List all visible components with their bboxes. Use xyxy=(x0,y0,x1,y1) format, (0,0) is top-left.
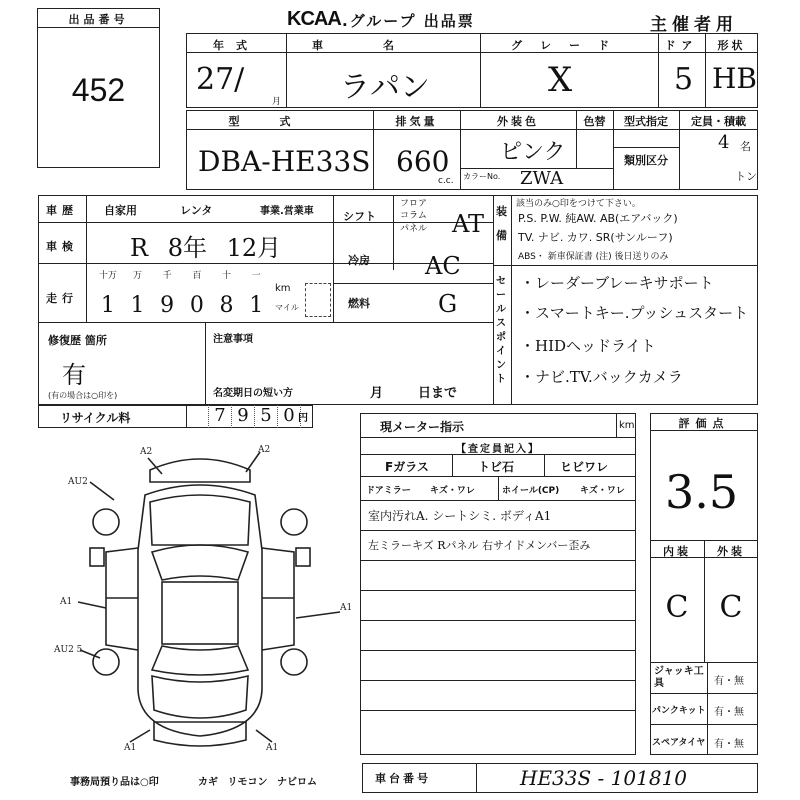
damage-mark: A1 xyxy=(124,743,137,753)
mileage-digit: 1 xyxy=(249,293,264,318)
door-value: 5 xyxy=(674,62,694,97)
equipment-instruction: 該当のみ○印をつけて下さい。 xyxy=(516,199,641,209)
spare-yes-no: 有・無 xyxy=(714,739,744,750)
displacement-value: 660 xyxy=(396,145,450,178)
mile-label: マイル xyxy=(275,303,299,312)
digit-header: 一 xyxy=(251,271,261,281)
puncture-yes-no: 有・無 xyxy=(714,707,744,718)
lot-number: 452 xyxy=(71,72,126,108)
spare-tire-label: スペアタイヤ xyxy=(652,738,706,748)
shift-panel: パネル xyxy=(400,224,428,234)
chassis-number-value: HE33S - 101810 xyxy=(520,766,688,790)
capacity-label: 定員・積載 xyxy=(691,115,746,128)
exterior-label: 外装 xyxy=(717,545,745,558)
door-mirror-kizu: キズ・ワレ xyxy=(430,486,475,496)
inspection-note-2: 左ミラーキズ Rパネル 右サイドメンバー歪み xyxy=(368,539,591,552)
ac-label: 冷房 xyxy=(348,254,370,267)
chassis-number-label: 車台番号 xyxy=(375,772,431,785)
shift-floor: フロア xyxy=(400,199,428,209)
org-brand: KCAA xyxy=(287,8,341,30)
recycle-digit xyxy=(186,405,209,428)
lot-number-label: 出品番号 xyxy=(68,13,129,26)
hibi-ware-label: ヒビワレ xyxy=(560,460,609,474)
color-no-label: カラーNo. xyxy=(463,172,501,181)
score-label: 評価点 xyxy=(678,417,730,430)
history-private: 自家用 xyxy=(104,204,137,217)
sales-point-label: セールスポイント xyxy=(496,276,506,385)
repair-value: 有 xyxy=(62,361,86,389)
car-name-value: ラパン xyxy=(340,70,430,105)
fuel-value: G xyxy=(438,290,458,318)
puncture-kit-label: パンクキット xyxy=(652,706,706,716)
damage-mark: AU2 xyxy=(68,477,88,487)
interior-value: C xyxy=(665,590,689,625)
office-items-label: 事務局預り品は○印 xyxy=(70,777,159,788)
repair-note: (有の場合は○印を) xyxy=(48,391,118,400)
rename-label: 名変期日の短い方 xyxy=(213,388,293,399)
shift-label: シフト xyxy=(343,210,376,223)
score-value: 3.5 xyxy=(665,465,739,519)
model-label: 型式 xyxy=(228,115,331,128)
rename-day: 日まで xyxy=(418,386,458,401)
damage-mark: A2 xyxy=(258,445,271,455)
year-value: 27/ xyxy=(196,62,245,97)
mileage-label: 走行 xyxy=(46,292,78,305)
damage-mark: A1 xyxy=(266,743,279,753)
mileage-digit: 1 xyxy=(130,293,145,318)
mile-checkbox xyxy=(305,283,331,317)
color-label: 外装色 xyxy=(497,115,539,128)
mileage-digits xyxy=(93,268,271,318)
shape-value: HB xyxy=(712,62,757,95)
shape-label: 形状 xyxy=(717,39,746,52)
digit-header: 十 xyxy=(222,271,232,281)
fuel-label: 燃料 xyxy=(348,297,370,310)
year-label: 年式 xyxy=(213,39,259,52)
grade-label: グレード xyxy=(511,39,627,52)
capacity-value: 4 xyxy=(718,132,730,153)
mileage-digit: 0 xyxy=(189,293,204,318)
recycle-digit: 0 xyxy=(278,405,301,428)
car-damage-diagram xyxy=(50,440,360,760)
sales-point-item: ・レーダーブレーキサポート xyxy=(520,274,714,292)
mileage-digit: 8 xyxy=(219,293,234,318)
equipment-label: 装備 xyxy=(496,205,507,242)
f-glass-label: Fガラス xyxy=(385,460,429,474)
sales-point-item: ・HIDヘッドライト xyxy=(520,337,656,355)
recycle-fee-unit: 円 xyxy=(298,413,308,424)
history-label: 車歴 xyxy=(46,204,78,217)
shaken-label: 車検 xyxy=(46,240,78,253)
month-unit: 月 xyxy=(272,97,282,107)
color-value: ピンク xyxy=(500,140,566,165)
inspector-title: 【査定員記入】 xyxy=(456,444,540,455)
recycle-digit: 7 xyxy=(209,405,232,428)
repair-label: 修復歴 箇所 xyxy=(48,334,107,347)
meter-km: km xyxy=(619,420,635,431)
displacement-label: 排気量 xyxy=(395,115,438,128)
shift-column: コラム xyxy=(400,211,427,221)
sales-point-item: ・スマートキー.プッシュスタート xyxy=(520,304,749,322)
inspection-note-1: 室内汚れA. シートシミ. ボディA1 xyxy=(368,509,552,523)
ton-unit: トン xyxy=(735,170,757,183)
digit-header: 万 xyxy=(133,271,143,281)
tobi-ishi-label: トビ石 xyxy=(478,460,515,474)
grade-value: X xyxy=(548,60,573,100)
meter-label: 現メーター指示 xyxy=(380,420,465,434)
door-mirror-label: ドアミラー xyxy=(366,486,411,496)
damage-mark: A1 xyxy=(340,603,353,613)
color-no-value: ZWA xyxy=(520,168,564,189)
ac-value: AC xyxy=(425,252,461,280)
recycle-fee-label: リサイクル料 xyxy=(60,411,131,425)
recycle-fee-digits xyxy=(186,405,301,428)
history-business: 事業.営業車 xyxy=(260,206,314,217)
damage-mark: A2 xyxy=(140,447,153,457)
category-label: 類別区分 xyxy=(624,154,668,167)
mileage-digit: 1 xyxy=(100,293,115,318)
digit-header: 千 xyxy=(162,271,172,281)
equipment-line3: ABS・ 新車保証書 (注) 後日送りのみ xyxy=(518,252,669,262)
wheel-kizu: キズ・ワレ xyxy=(580,486,625,496)
car-name-label: 車名 xyxy=(312,39,454,52)
model-value: DBA-HE33S xyxy=(198,145,371,178)
mileage-digit: 9 xyxy=(160,293,175,318)
history-rental: レンタ xyxy=(180,204,213,217)
cc-unit: c.c. xyxy=(438,176,454,186)
color-change-label: 色替 xyxy=(583,115,606,128)
door-label: ドア xyxy=(664,39,699,52)
exterior-value: C xyxy=(719,590,743,625)
shift-value: AT xyxy=(452,210,485,238)
jack-yes-no: 有・無 xyxy=(714,676,744,687)
office-items: カギ リモコン ナビロム xyxy=(198,777,317,788)
km-label: km xyxy=(275,283,291,294)
digit-header: 十万 xyxy=(98,271,117,281)
recycle-digit: 5 xyxy=(255,405,278,428)
recycle-digit: 9 xyxy=(232,405,255,428)
equipment-line2: TV. ナビ. カワ. SR(サンルーフ) xyxy=(518,231,673,244)
type-spec-label: 型式指定 xyxy=(624,115,668,128)
rename-month: 月 xyxy=(370,386,384,401)
damage-mark: AU2 5 xyxy=(54,645,83,655)
shaken-value: R 8年 12月 xyxy=(130,234,282,262)
notice-label: 注意事項 xyxy=(213,334,253,345)
copy-label: 主催者用 xyxy=(650,15,738,35)
sales-point-item: ・ナビ.TV.バックカメラ xyxy=(520,368,683,386)
wheel-label: ホイール(CP) xyxy=(502,486,560,496)
equipment-line1: P.S. P.W. 純AW. AB(エアバック) xyxy=(518,212,678,225)
digit-header: 百 xyxy=(192,271,202,281)
jack-label: ジャッキ工具 xyxy=(654,666,704,689)
interior-label: 内装 xyxy=(663,545,691,558)
org-title: .グループ 出品票 xyxy=(342,12,475,30)
person-unit: 名 xyxy=(740,140,751,153)
damage-mark: A1 xyxy=(60,597,73,607)
